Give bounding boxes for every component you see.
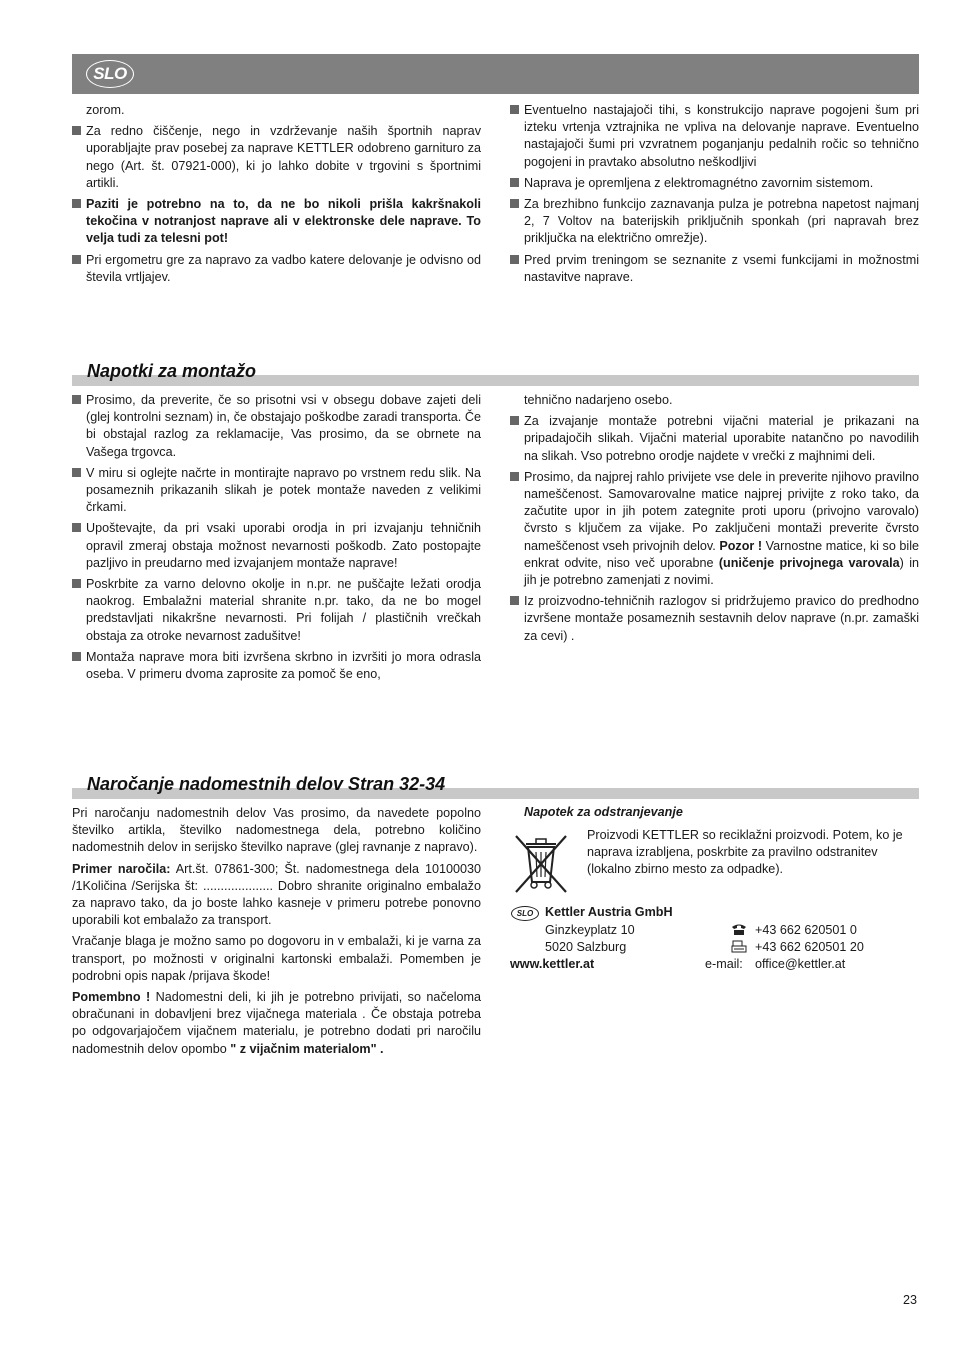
crossed-bin-icon bbox=[512, 830, 570, 898]
company-name: Kettler Austria GmbH bbox=[545, 905, 673, 919]
text: Art.št. 07861-300; Št. nadomestnega dela 10100030 /1Količina /Serijska št: .................... Dobro shranite originalno embalažo za napravo tako, da jo boste lahko kasneje v primeru potrebe ponovno uporabili kot embalažo za transport. bbox=[72, 861, 481, 928]
text: Pozor ! bbox=[719, 538, 763, 553]
fax-icon bbox=[731, 940, 747, 953]
fax-number: +43 662 620501 20 bbox=[755, 940, 864, 954]
paragraph: Prosimo, da preverite, če so prisotni vsi v obsegu dobave zajeti deli (glej kontrolni seznam) in, če obstajajo poškodbe zaradi transporta. Če bi obstajal razlog za reklamacije, Vas prosimo, da se obrnete na Vašega trgovca. bbox=[72, 392, 481, 461]
section-title-spare-parts: Naročanje nadomestnih delov Stran 32-34 bbox=[87, 774, 446, 794]
paragraph: Vračanje blaga je možno samo po dogovoru in v embalaži, ki je varna za transport, po možnosti v originalni kartonski embalaži. Pomemben je podrobni opis napak /prijava škode! bbox=[72, 934, 481, 983]
email-label: e-mail: bbox=[705, 957, 743, 971]
disposal-note-title: Napotek za odstranjevanje bbox=[524, 805, 683, 819]
paragraph bbox=[510, 469, 919, 589]
paragraph: Pred prvim treningom se seznanite z vsemi funkcijami in možnostmi nastavitve naprave. bbox=[510, 252, 919, 286]
city-address: 5020 Salzburg bbox=[545, 940, 627, 954]
text: Primer naročila: bbox=[72, 861, 171, 876]
section-title-assembly: Napotki za montažo bbox=[87, 361, 257, 381]
top-left-column bbox=[72, 102, 481, 290]
spare-parts-column bbox=[72, 805, 481, 1062]
language-badge-small: SLO bbox=[511, 906, 539, 921]
paragraph: tehnično nadarjeno osebo. bbox=[524, 393, 673, 407]
paragraph: V miru si oglejte načrte in montirajte napravo po vrstnem redu slik. Na posameznih prikazanih slikah je potek montaže naveden z velikimi črkami. bbox=[72, 465, 481, 517]
paragraph: Eventuelno nastajajoči tihi, s konstrukcijo naprave pogojeni šum pri izteku vrtenja vztrajnika ne vpliva na delovanje naprave. Eventuelno nastajajoči šumi pri vzvratnem poganjanju pedalnih ročic so tehnično pogojeni in pravtako absolutno neškodljivi bbox=[510, 102, 919, 171]
phone-icon bbox=[731, 923, 747, 936]
page-number: 23 bbox=[903, 1293, 918, 1307]
text: ) in jih je potrebno zamenjati z novimi. bbox=[524, 555, 920, 588]
paragraph: Poskrbite za varno delovno okolje in n.pr. ne puščajte ležati orodja naokrog. Embalažni material shranite n.pr. tako, da ne bo mogel predstavljati nikakršne nevarnosti. Pri folijah / plastičnih vrečkah obstaja za otroke nevarnost zadušitve! bbox=[72, 576, 481, 645]
paragraph: Za brezhibno funkcijo zaznavanja pulza je potrebna napetost najmanj 2, 7 Voltov na baterijskih priključnih sponkah (pri napravah brez priključka na električno omrežje). bbox=[510, 196, 919, 248]
paragraph: Pri naročanju nadomestnih delov Vas prosimo, da navedete popolno številko artikla, številko nadomestnega dela, potrebno količino nadomestnih delov in serijsko številko naprave (glej ravnanje z napravo). bbox=[72, 806, 481, 855]
disposal-note-text: Proizvodi KETTLER so reciklažni proizvodi. Potem, ko je naprava izrabljena, poskrbite za pravilno odstranitev (lokalno zbirno mesto za odpadke). bbox=[587, 828, 903, 877]
text: Pomembno ! bbox=[72, 990, 151, 1005]
paragraph: zorom. bbox=[86, 103, 125, 117]
paragraph bbox=[72, 989, 481, 1058]
text: (uničenje privojnega varovala bbox=[718, 555, 900, 570]
paragraph: Iz proizvodno-tehničnih razlogov si pridržujemo pravico do predhodno izvršene montaže posameznih sestavnih delov naprave (n.pr. zamaški za cevi) . bbox=[510, 593, 919, 645]
text: Nadomestni deli, ki jih je potrebno privijati, so načeloma obračunani in dobavljeni brez vijačnega materiala . Če obstaja potreba po odgovarjajočem vijačnem materialu, je potrebno dodati pri naročilu nadomestnih delov opombo bbox=[72, 990, 482, 1056]
paragraph bbox=[72, 861, 481, 930]
language-badge: SLO bbox=[86, 60, 134, 88]
paragraph: Upoštevajte, da pri vsaki uporabi orodja in pri izvajanju tehničnih opravil zmeraj obstaja možnost nevarnosti poškodb. Zato postopajte pazljivo in preudarno med izvajanjem montaže naprave! bbox=[72, 520, 481, 572]
paragraph: Za redno čiščenje, nego in vzdrževanje naših športnih naprav uporabljajte prav posebej za naprave KETTLER odobreno garnituro za nego (Art. št. 07921-000), ki jo lahko dobite v trgovini s športnimi artikli. bbox=[72, 123, 481, 192]
text: " z vijačnim materialom" . bbox=[230, 1041, 384, 1056]
paragraph: Naprava je opremljena z elektromagnétno zavornim sistemom. bbox=[510, 175, 919, 192]
assembly-left-column bbox=[72, 392, 481, 687]
assembly-right-column bbox=[510, 392, 919, 649]
phone-number: +43 662 620501 0 bbox=[755, 923, 857, 937]
website-link[interactable]: www.kettler.at bbox=[510, 957, 595, 971]
top-right-column bbox=[510, 102, 919, 290]
text: Varnostne matice, ki so bile enkrat odvite, niso več uporabne bbox=[524, 538, 919, 570]
warning-paragraph: Paziti je potrebno na to, da ne bo nikoli prišla kakršnakoli tekočina v notranjost naprave ali v elektronske dele naprave. To velja tudi za telesni pot! bbox=[72, 196, 481, 248]
paragraph: Montaža naprave mora biti izvršena skrbno in izvršiti jo mora odrasla oseba. V primeru dvoma zaprosite za pomoč še eno, bbox=[72, 649, 481, 683]
street-address: Ginzkeyplatz 10 bbox=[545, 923, 635, 937]
text: Prosimo, da najprej rahlo privijete vse dele in preverite njihovo pravilno nameščenost. Samovarovalne matice najprej privijte z roko tako, da začutite upor in jih potem zategnite proti uporu (privojno varovalo) čvrsto s ključem za vijake. Po zaključeni montaži preverite čvrsto nameščenost vseh privojnih delov. bbox=[524, 469, 919, 553]
email-address[interactable]: office@kettler.at bbox=[755, 957, 846, 971]
paragraph: Za izvajanje montaže potrebni vijačni material je prikazani na pripadajočih slikah. Vijačni material uporabite natančno po navodilih na slikah. Vso potrebno orodje najdete v vrečki z majhnimi deli. bbox=[510, 413, 919, 465]
paragraph: Pri ergometru gre za napravo za vadbo katere delovanje je odvisno od števila vrtljajev. bbox=[72, 252, 481, 286]
header-banner bbox=[72, 54, 919, 94]
